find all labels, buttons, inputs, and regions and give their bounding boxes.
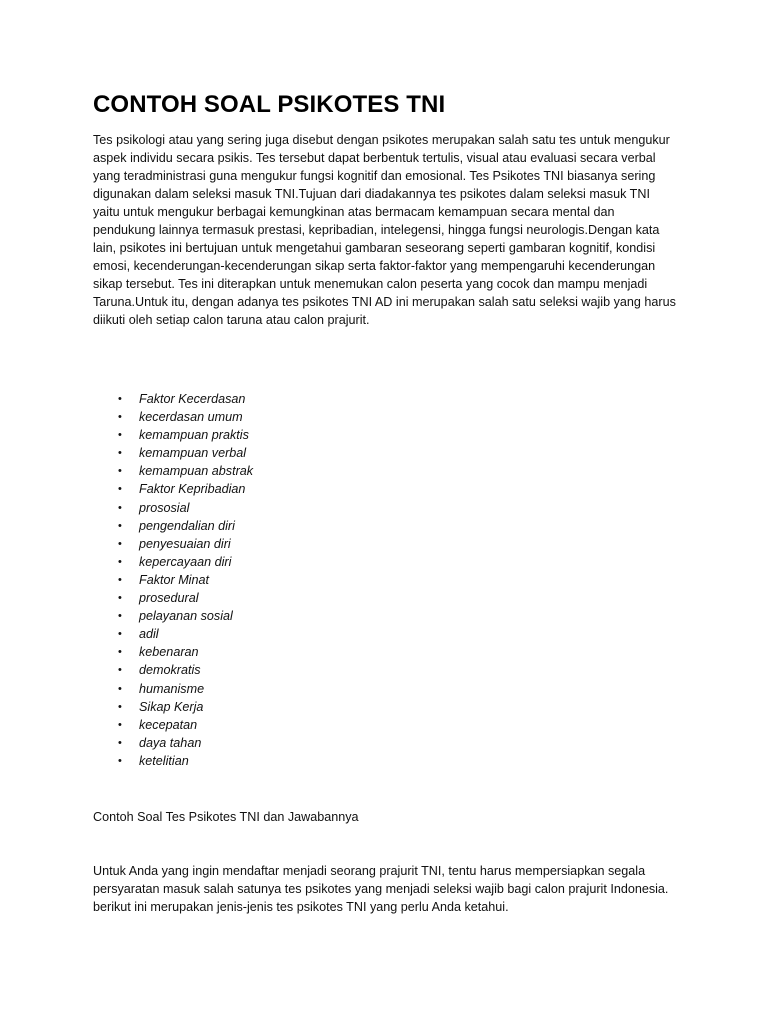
bullet-icon: • xyxy=(118,429,122,442)
bullet-icon: • xyxy=(118,646,122,659)
list-item xyxy=(93,716,253,734)
list-item xyxy=(93,553,253,571)
list-item-label: Faktor Kepribadian xyxy=(139,482,246,497)
list-item-label: Faktor Minat xyxy=(139,572,209,587)
list-item-label: kepercayaan diri xyxy=(139,554,232,569)
list-item-label: kecepatan xyxy=(139,717,198,732)
list-item xyxy=(93,752,253,770)
section-subheading: Contoh Soal Tes Psikotes TNI dan Jawabannya xyxy=(93,810,359,824)
bullet-icon: • xyxy=(118,754,122,767)
bullet-icon: • xyxy=(118,664,122,677)
bullet-icon: • xyxy=(118,718,122,731)
list-item-label: kemampuan abstrak xyxy=(139,464,254,479)
list-item-label: demokratis xyxy=(139,663,201,678)
list-item xyxy=(93,734,253,752)
list-item-label: kecerdasan umum xyxy=(139,410,243,425)
list-item xyxy=(93,390,253,408)
list-item-label: ketelitian xyxy=(139,753,189,768)
list-item xyxy=(93,462,253,480)
list-item-label: adil xyxy=(139,627,159,642)
list-item-label: pengendalian diri xyxy=(139,518,235,533)
list-item xyxy=(93,698,253,716)
list-item-label: humanisme xyxy=(139,681,205,696)
list-item-label: prososial xyxy=(139,500,190,515)
bullet-icon: • xyxy=(118,519,122,532)
bullet-icon: • xyxy=(118,610,122,623)
list-item-label: Faktor Kecerdasan xyxy=(139,392,246,406)
list-item xyxy=(93,625,253,643)
list-item-label: kebenaran xyxy=(139,645,199,660)
list-item-label: pelayanan sosial xyxy=(139,609,233,624)
list-item xyxy=(93,661,253,679)
intro-paragraph: Tes psikologi atau yang sering juga disebut dengan psikotes merupakan salah satu tes untuk mengukur aspek individu secara psikis. Tes tersebut dapat berbentuk tertulis, visual atau evaluasi secara verbal yang teradministrasi guna mengukur fungsi kognitif dan emosional. Tes Psikotes TNI biasanya sering digunakan dalam seleksi masuk TNI.Tujuan dari diadakannya tes psikotes dalam seleksi masuk TNI yaitu untuk mengukur berbagai kemungkinan atas bermacam kemampuan secara mental dan pendukung lainnya termasuk prestasi, kepribadian, intelegensi, hingga fungsi neurologis.Dengan kata lain, psikotes ini bertujuan untuk mengetahui gambaran seseorang seperti gambaran kognitif, kondisi emosi, kecenderungan-kecenderungan sikap serta faktor-faktor yang mempengaruhi kecenderungan sikap tersebut. Tes ini diterapkan untuk menemukan calon peserta yang cocok dan mampu menjadi Taruna.Untuk itu, dengan adanya tes psikotes TNI AD ini merupakan salah satu seleksi wajib yang harus diikuti oleh setiap calon taruna atau calon prajurit. xyxy=(93,133,676,327)
factor-list xyxy=(93,390,253,770)
bullet-icon: • xyxy=(118,537,122,550)
list-item-label: kemampuan verbal xyxy=(139,446,247,461)
bullet-icon: • xyxy=(118,592,122,605)
list-item xyxy=(93,408,253,426)
list-item xyxy=(93,680,253,698)
list-item xyxy=(93,480,253,498)
bullet-icon: • xyxy=(118,555,122,568)
bullet-icon: • xyxy=(118,465,122,478)
list-item xyxy=(93,535,253,553)
list-item xyxy=(93,517,253,535)
list-item-label: prosedural xyxy=(139,591,199,606)
list-item xyxy=(93,589,253,607)
list-item-label: penyesuaian diri xyxy=(139,536,231,551)
list-item xyxy=(93,571,253,589)
bullet-icon: • xyxy=(118,447,122,460)
list-item xyxy=(93,643,253,661)
list-item xyxy=(93,499,253,517)
list-item xyxy=(93,426,253,444)
bullet-icon: • xyxy=(118,411,122,424)
bullet-icon: • xyxy=(118,483,122,496)
list-item xyxy=(93,444,253,462)
bullet-icon: • xyxy=(118,700,122,713)
bullet-icon: • xyxy=(118,628,122,641)
bullet-icon: • xyxy=(118,501,122,514)
list-item-label: daya tahan xyxy=(139,735,202,750)
bullet-icon: • xyxy=(118,736,122,749)
outro-paragraph: Untuk Anda yang ingin mendaftar menjadi seorang prajurit TNI, tentu harus mempersiapkan segala persyaratan masuk salah satunya tes psikotes yang menjadi seleksi wajib bagi calon prajurit Indonesia. berikut ini merupakan jenis-jenis tes psikotes TNI yang perlu Anda ketahui. xyxy=(93,864,669,914)
bullet-icon: • xyxy=(118,682,122,695)
bullet-icon: • xyxy=(118,393,122,405)
page-title: CONTOH SOAL PSIKOTES TNI xyxy=(93,91,446,118)
list-item xyxy=(93,607,253,625)
bullet-icon: • xyxy=(118,573,122,586)
list-item-label: kemampuan praktis xyxy=(139,428,249,443)
list-item-label: Sikap Kerja xyxy=(139,699,204,714)
